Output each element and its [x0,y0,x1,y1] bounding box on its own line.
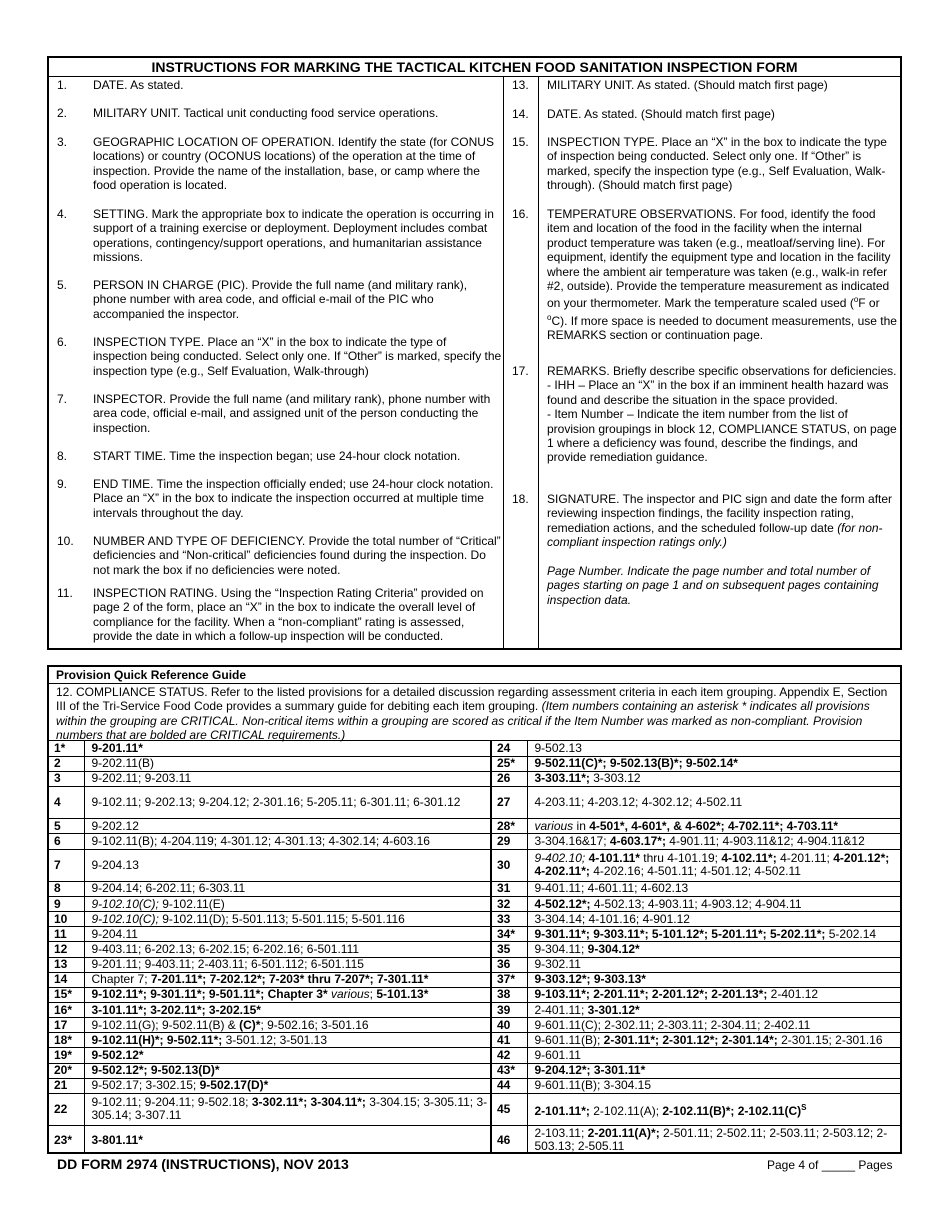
provision-list: 9-103.11*; 2-201.11*; 2-201.12*; 2-201.13*; 2-401.12 [527,987,902,1002]
provision-list: 9-102.10(C); 9-102.11(E) [84,896,490,911]
provision-list: 9-304.11; 9-304.12* [527,942,902,957]
provision-row [49,819,490,834]
instructions-title: INSTRUCTIONS FOR MARKING THE TACTICAL KITCHEN FOOD SANITATION INSPECTION FORM [49,58,900,77]
provision-list: 2-401.11; 3-301.12* [527,1002,902,1017]
provision-list: 9-502.11(C)*; 9-502.13(B)*; 9-502.14* [527,756,902,771]
provision-row [492,1063,902,1078]
item-number: 28* [492,819,527,834]
provision-list: 3-304.14; 4-101.16; 4-901.12 [527,912,902,927]
provision-row [492,756,902,771]
item-number: 1* [49,741,84,756]
item-number: 19* [49,1048,84,1063]
provision-row [492,896,902,911]
provision-row [49,957,490,972]
provision-list: 9-102.11; 9-202.13; 9-204.12; 2-301.16; 5-205.11; 6-301.11; 6-301.12 [84,786,490,818]
item-number: 40 [492,1018,527,1033]
item-number: 27 [492,786,527,818]
item-number: 36 [492,957,527,972]
provision-list: 9-202.11; 9-203.11 [84,771,490,786]
item-number: 44 [492,1078,527,1093]
provision-list: 9-302.11 [527,957,902,972]
provision-row [492,1126,902,1154]
provision-list: 9-204.14; 6-202.11; 6-303.11 [84,881,490,896]
provision-list: 3-303.11*; 3-303.12 [527,771,902,786]
provision-list: 9-204.13 [84,849,490,881]
provision-row [492,1033,902,1048]
provision-list: 3-101.11*; 3-202.11*; 3-202.15* [84,1002,490,1017]
item-number: 32 [492,896,527,911]
provision-row [492,927,902,942]
compliance-status-intro: 12. COMPLIANCE STATUS. Refer to the listed provisions for a detailed discussion regarding assessment criteria in each item grouping. Appendix E, Section III of the Tri-Service Food Code provides a summary guide for debiting each item grouping. (Item numbers containing an asterisk * indicates all provisions within the grouping are CRITICAL. Non-critical items within a grouping are scored as critical if the Item Number was marked as non-compliant. Provision numbers that are bolded are CRITICAL requirements.) [49,684,900,741]
provision-list: 9-402.10; 4-101.11* thru 4-101.19; 4-102.11*; 4-201.11; 4-201.12*; 4-202.11*; 4-202.16; 4-501.11; 4-501.12; 4-502.11 [527,849,902,881]
provision-list: 9-204.12*; 3-301.11* [527,1063,902,1078]
provision-list: 9-204.11 [84,927,490,942]
provision-list: 9-303.12*; 9-303.13* [527,972,902,987]
provision-list: 9-601.11(B); 2-301.11*; 2-301.12*; 2-301.14*; 2-301.15; 2-301.16 [527,1033,902,1048]
provision-list: 9-301.11*; 9-303.11*; 5-101.12*; 5-201.11*; 5-202.11*; 5-202.14 [527,927,902,942]
provision-row [492,786,902,818]
provision-row [492,912,902,927]
provision-list: 9-102.11(G); 9-502.11(B) & (C)*; 9-502.16; 3-501.16 [84,1018,490,1033]
provision-row [492,1002,902,1017]
provision-row [49,756,490,771]
item-number: 26 [492,771,527,786]
provision-row [49,1078,490,1093]
provision-row [49,1126,490,1154]
provision-list: 3-801.11* [91,1132,143,1147]
item-number: 34* [492,927,527,942]
item-number: 42 [492,1048,527,1063]
provision-list: 9-202.11(B) [84,756,490,771]
provision-row [492,771,902,786]
provision-quick-reference-guide [47,665,902,1154]
instructions-section: INSTRUCTIONS FOR MARKING THE TACTICAL KITCHEN FOOD SANITATION INSPECTION FORM 1. DATE. As stated. 2. MILITARY UNIT. Tactical unit conducting food service operations. 3. GEOGRAPHIC LOCATION OF OPERATION. Identify the state (for CONUS locations) or country (OCONUS locations) of the operation at the time of inspection. Provide the name of the installation, base, or camp where the food operation is located. 4. SETTING. Mark the appropriate box to indicate the operation is occurring in support of a training exercise or deployment. Deployment includes combat operations, contingency/support operations, and humanitarian assistance missions. 5. PERSON IN CHARGE (PIC). Provide the full name (and military rank), phone number with area code, and official e-mail of the PIC who accompanied the inspector. 6. INSPECTION TYPE. Place an “X” in the box to indicate the type of inspection being conducted. Select only one. If “Other” is marked, specify the inspection type (e.g., Self Evaluation, Walk-through) 7. INSPECTOR. Provide the full name (and military rank), phone number with area code, official e-mail, and assigned unit of the person conducting the inspection. 8. START TIME. Time the inspection began; use 24-hour clock notation. 9. END TIME. Time the inspection officially ended; use 24-hour clock notation. Place an “X” in the box to indicate the inspection occurred at multiple time intervals throughout the day. 10. NUMBER AND TYPE OF DEFICIENCY. Provide the total number of “Critical” deficiencies and “Non-critical” deficiencies found during the inspection. Do not mark the box if no deficiencies were noted. 11. INSPECTION RATING. Using the “Inspection Rating Criteria” provided on page 2 of the form, place an “X” in the box to indicate the overall level of compliance for the facility. When a “non-compliant” rating is assessed, provide the date in which a follow-up inspection will be conducted. 13. MILITARY UNIT. As stated. (Should match first page) 14. DATE. As stated. (Should match first page) 15. INSPECTION TYPE. Place an “X” in the box to indicate the type of inspection being conducted. Select only one. If “Other” is marked, specify the inspection type (e.g., Self Evaluation, Walk-through). (Should match first page) 16. TEMPERATURE OBSERVATIONS. For food, identify the food item and location of the food in the facility when the internal product temperature was taken (e.g., meatloaf/serving line). For equipment, identify the equipment type and location in the facility where the ambient air temperature was taken (e.g., walk-in refer #2, outside). Provide the temperature measurement as indicated on your thermometer. Mark the temperature scaled used ($^o$F or $^o$C). If more space is needed to document measurements, use the REMARKS section or continuation page. 17. REMARKS. Briefly describe specific observations for deficiencies. - IHH – Place an “X” in the box if an imminent health hazard was found and describe the situation in the space provided. - Item Number – Indicate the item number from the list of provision groupings in block 12, COMPLIANCE STATUS, on page 1 where a deficiency was found, describe the findings, and provide remediation guidance. 18. SIGNATURE. The inspector and PIC sign and date the form after reviewing inspection findings, the facility inspection rating, remediation actions, and the scheduled follow-up date (for non-compliant inspection ratings only.) Page Number. Indicate the page number and total number of pages starting on page 1 and on subsequent pages containing inspection data. [47,56,902,650]
item-number: 10 [49,912,84,927]
provision-row [49,1002,490,1017]
provision-list: 9-202.12 [84,819,490,834]
item-number: 9 [49,896,84,911]
item-number: 16* [49,1002,84,1017]
provision-row [492,849,902,881]
item-number: 17 [49,1018,84,1033]
provision-row [49,834,490,849]
column-divider [538,77,539,648]
item-number: 25* [492,756,527,771]
provision-row [49,1063,490,1078]
provision-row [492,942,902,957]
item-number: 24 [492,741,527,756]
item-number: 6 [49,834,84,849]
provision-list: Chapter 7; 7-201.11*; 7-202.12*; 7-203* thru 7-207*; 7-301.11* [84,972,490,987]
item-number: 30 [492,849,527,881]
provision-row [492,834,902,849]
item-number: 15* [49,987,84,1002]
item-number: 38 [492,987,527,1002]
item-number: 18* [49,1033,84,1048]
item-number: 13 [49,957,84,972]
provision-table-right [492,741,902,1154]
item-number: 23* [49,1126,84,1154]
item-number: 3 [49,771,84,786]
provision-row [49,942,490,957]
form-number: DD FORM 2974 (INSTRUCTIONS), NOV 2013 [57,1156,349,1172]
provision-list: 9-102.11; 9-204.11; 9-502.18; 3-302.11*; 3-304.11*; 3-304.15; 3-305.11; 3-305.14; 3-307.11 [84,1093,490,1125]
item-number: 45 [492,1093,527,1125]
pqrg-heading: Provision Quick Reference Guide [49,667,900,684]
provision-row [49,1093,490,1125]
column-divider [503,77,504,648]
provision-list: 9-201.11; 9-403.11; 2-403.11; 6-501.112; 6-501.115 [84,957,490,972]
item-number: 20* [49,1063,84,1078]
item-number: 31 [492,881,527,896]
item-number: 7 [49,849,84,881]
provision-list: 9-102.11(B); 4-204.119; 4-301.12; 4-301.13; 4-302.14; 4-603.16 [84,834,490,849]
item-number: 46 [492,1126,527,1154]
provision-row [49,1048,490,1063]
provision-row [49,896,490,911]
provision-row [49,849,490,881]
provision-row [49,771,490,786]
provision-list: 9-403.11; 6-202.13; 6-202.15; 6-202.16; 6-501.111 [84,942,490,957]
provision-row [492,741,902,756]
page-count: Page 4 of _____ Pages [767,1158,893,1172]
provision-list: 9-102.10(C); 9-102.11(D); 5-501.113; 5-501.115; 5-501.116 [84,912,490,927]
provision-row [49,786,490,818]
item-number: 11 [49,927,84,942]
provision-list: 9-201.11* [84,741,490,756]
provision-row [49,1018,490,1033]
provision-row [492,881,902,896]
provision-row [49,927,490,942]
provision-row [492,1048,902,1063]
provision-row [49,741,490,756]
provision-list: 3-304.16&17; 4-603.17*; 4-901.11; 4-903.11&12; 4-904.11&12 [527,834,902,849]
provision-row [492,957,902,972]
provision-row [49,881,490,896]
item-number: 43* [492,1063,527,1078]
item-number: 12 [49,942,84,957]
provision-row [49,972,490,987]
item-number: 22 [49,1093,84,1125]
item-number: 29 [492,834,527,849]
provision-list: 9-601.11(C); 2-302.11; 2-303.11; 2-304.11; 2-402.11 [527,1018,902,1033]
provision-list: 4-203.11; 4-203.12; 4-302.12; 4-502.11 [527,786,902,818]
item-number: 5 [49,819,84,834]
provision-row [492,987,902,1002]
provision-list: 9-502.12*; 9-502.13(D)* [84,1063,490,1078]
item-number: 39 [492,1002,527,1017]
provision-row [49,912,490,927]
item-number: 33 [492,912,527,927]
provision-list: 9-102.11(H)*; 9-502.11*; 3-501.12; 3-501.13 [84,1033,490,1048]
item-number: 4 [49,786,84,818]
provision-list: 4-502.12*; 4-502.13; 4-903.11; 4-903.12; 4-904.11 [527,896,902,911]
provision-list: 9-601.11 [527,1048,902,1063]
item-number: 37* [492,972,527,987]
item-number: 14 [49,972,84,987]
provision-list: various in 4-501*, 4-601*, & 4-602*; 4-702.11*; 4-703.11* [527,819,902,834]
provision-row [492,1018,902,1033]
provision-list: 9-502.13 [527,741,902,756]
item-number: 35 [492,942,527,957]
provision-row [492,972,902,987]
item-number: 8 [49,881,84,896]
provision-list: 2-101.11*; 2-102.11(A); 2-102.11(B)*; $2-102.11(C)^S$ [527,1093,902,1125]
provision-row [492,819,902,834]
provision-row [492,1078,902,1093]
provision-row [49,1033,490,1048]
provision-list: 9-502.17; 3-302.15; 9-502.17(D)* [84,1078,490,1093]
provision-list: 9-102.11*; 9-301.11*; 9-501.11*; Chapter 3* various; 5-101.13* [84,987,490,1002]
provision-table-left [49,741,490,1154]
provision-list: 2-103.11; 2-201.11(A)*; 2-501.11; 2-502.11; 2-503.11; 2-503.12; 2-503.13; 2-505.11 [534,1126,888,1154]
provision-list: 9-401.11; 4-601.11; 4-602.13 [527,881,902,896]
provision-row [492,1093,902,1125]
item-number: 2 [49,756,84,771]
provision-list: 9-601.11(B); 3-304.15 [527,1078,902,1093]
provision-list: 9-502.12* [84,1048,490,1063]
provision-row [49,987,490,1002]
item-number: 41 [492,1033,527,1048]
item-number: 21 [49,1078,84,1093]
